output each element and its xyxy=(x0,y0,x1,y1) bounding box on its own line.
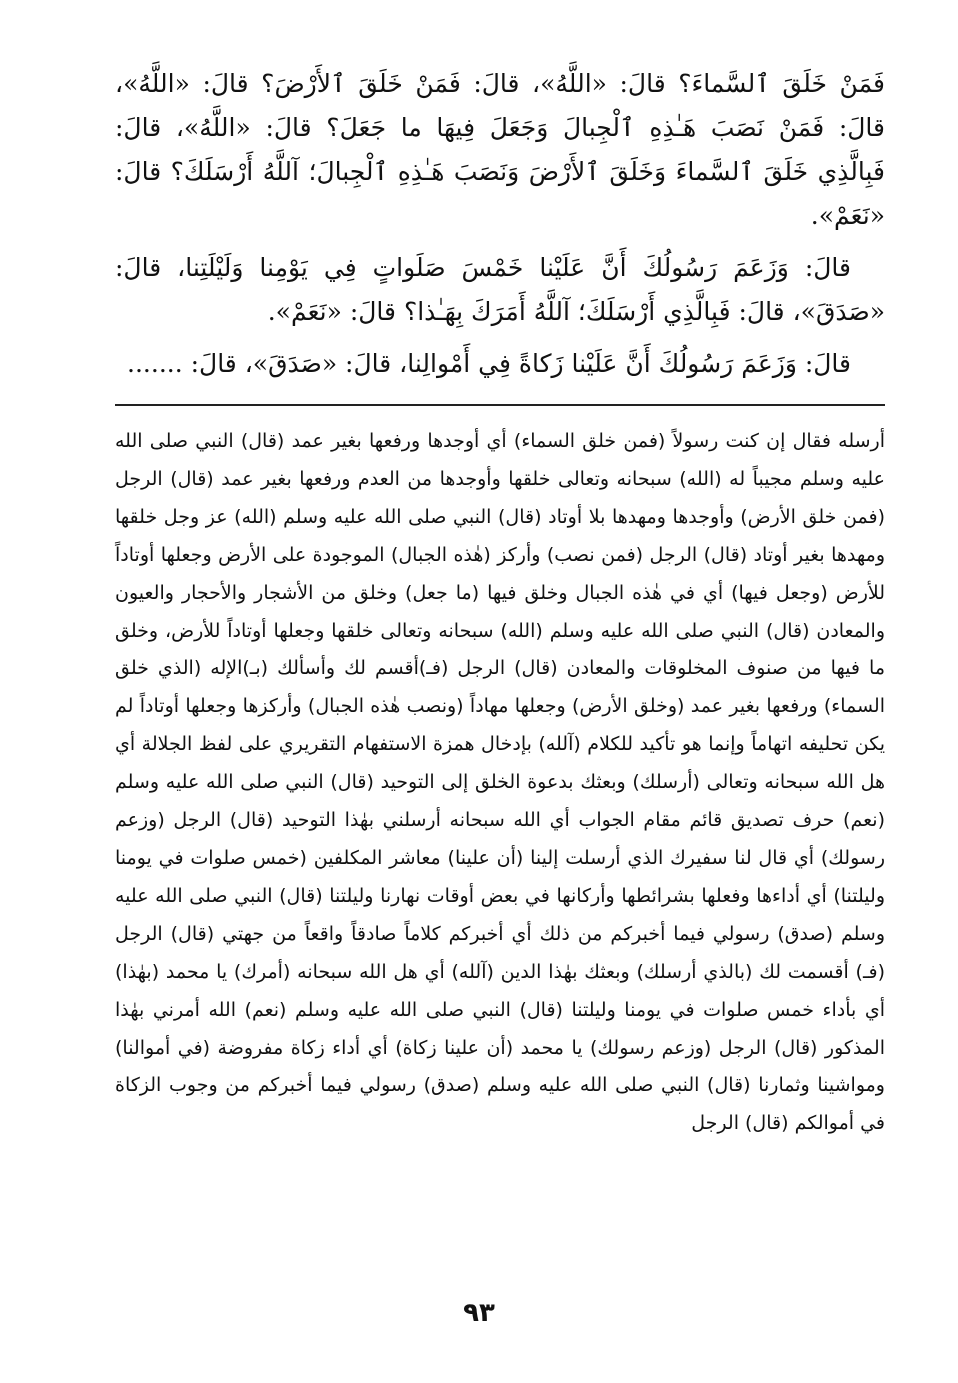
hadith-paragraph: فَمَنْ خَلَقَ ٱلسَّماءَ؟ قالَ: «اللَّهُ»، قالَ: فَمَنْ خَلَقَ ٱلأَرْضَ؟ قالَ: «اللَّهُ»، قالَ: فَمَنْ نَصَبَ هَـٰذِهِ ٱلْجِبالَ وَجَعَلَ فِيهَا ما جَعَلَ؟ قالَ: «اللَّهُ»، قالَ: فَبِالَّذِي خَلَقَ ٱلسَّماءَ وَخَلَقَ ٱلأَرْضَ وَنَصَبَ هَـٰذِهِ ٱلْجِبالَ؛ آللَّهُ أَرْسَلَكَ؟ قالَ: «نَعَمْ». xyxy=(115,69,885,230)
commentary-paragraph: أرسله فقال إن كنت رسولاً (فمن خلق السماء) أي أوجدها ورفعها بغير عمد (قال) النبي صلى الله عليه وسلم مجيباً له (الله) سبحانه وتعالى خلقها وأوجدها من العدم ورفعها بغير عمد (قال) الرجل (فمن خلق الأرض) وأوجدها ومهدها بلا أوتاد (قال) النبي صلى الله عليه وسلم (الله) عز وجل خلقها ومهدها بغير أوتاد (قال) الرجل (فمن نصب) وأركز (هٰذه الجبال) الموجودة على الأرض وجعلها أوتاداً للأرض (وجعل فيها) أي في هٰذه الجبال وخلق فيها (ما جعل) وخلق من الأشجار والأحجار والعيون والمعادن (قال) النبي صلى الله عليه وسلم (الله) سبحانه وتعالى خلقها وجعلها أوتاداً للأرض، وخلق ما فيها من صنوف المخلوقات والمعادن (قال) الرجل (فـ)أقسم لك وأسألك (بـ)الإله (الذي خلق السماء) ورفعها بغير عمد (وخلق الأرض) وجعلها مهاداً (ونصب هٰذه الجبال) وأركزها وجعلها أوتاداً لم يكن تحليفه اتهاماً وإنما هو تأكيد للكلام (آلله) بإدخال همزة الاستفهام التقريري على لفظ الجلالة أي هل الله سبحانه وتعالى (أرسلك) وبعثك بدعوة الخلق إلى التوحيد (قال) النبي صلى الله عليه وسلم (نعم) حرف تصديق قائم مقام الجواب أي الله سبحانه أرسلني بهٰذا التوحيد (قال) الرجل (وزعم رسولك) أي قال لنا سفيرك الذي أرسلت إلينا (أن علينا) معاشر المكلفين (خمس صلوات في يومنا وليلتنا) أي أداءها وفعلها بشرائطها وأركانها في بعض أوقات نهارنا وليلتنا (قال) النبي صلى الله عليه وسلم (صدق) رسولي فيما أخبركم من ذلك أي أخبركم كلاماً صادقاً واقعاً من جهتي (قال) الرجل (فـ) أقسمت لك (بالذي أرسلك) وبعثك بهٰذا الدين (آلله) أي هل الله سبحانه (أمرك) يا محمد (بهٰذا) أي بأداء خمس صلوات في يومنا وليلتنا (قال) النبي صلى الله عليه وسلم (نعم) الله أمرني بهٰذا المذكور (قال) الرجل (وزعم رسولك) يا محمد (أن علينا زكاة) أي أداء زكاة مفروضة (في أموالنا) ومواشينا وثمارنا (قال) النبي صلى الله عليه وسلم (صدق) رسولي فيما أخبركم من وجوب الزكاة في أموالكم (قال) الرجل xyxy=(115,430,885,1135)
hadith-paragraph: قالَ: وَزَعَمَ رَسُولُكَ أَنَّ عَلَيْنا خَمْسَ صَلَواتٍ فِي يَوْمِنا وَلَيْلَتِنا، قالَ: «صَدَقَ»، قالَ: فَبِالَّذِي أَرْسَلَكَ؛ آللَّهُ أَمَرَكَ بِهَـٰذا؟ قالَ: «نَعَمْ». xyxy=(115,253,885,326)
commentary xyxy=(115,423,885,1143)
hadith-paragraph: قالَ: وَزَعَمَ رَسُولُكَ أَنَّ عَلَيْنا زَكاةً فِي أَمْوالِنا، قالَ: «صَدَقَ»، قالَ: ....... xyxy=(127,349,851,378)
page-number: ٩٣ xyxy=(463,1298,495,1328)
hadith-text xyxy=(115,62,885,394)
footnote-divider xyxy=(115,404,885,406)
